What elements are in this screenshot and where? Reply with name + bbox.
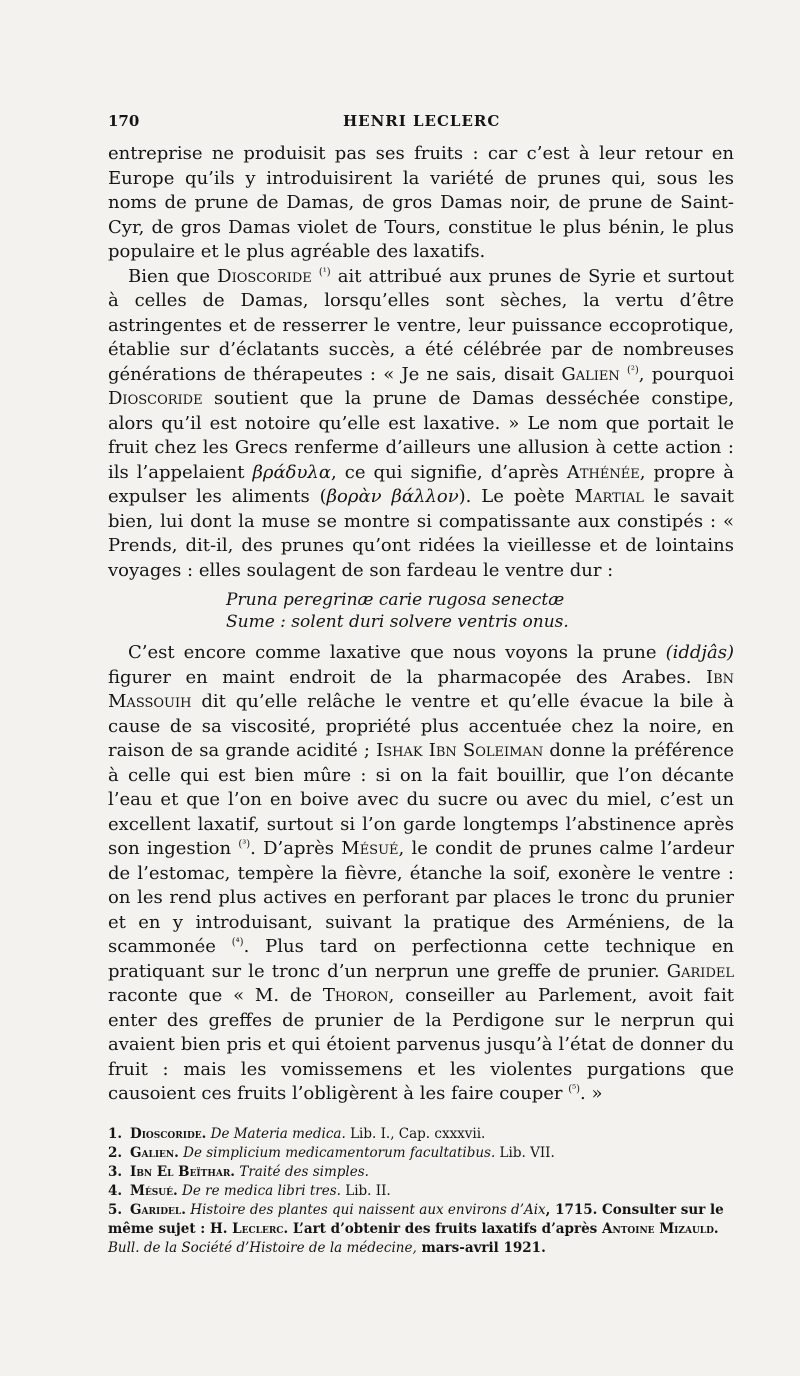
paragraph-3: C’est encore comme laxative que nous voyons la prune (iddjâs) figurer en maint endroit de la pharmacopée des Arabes. Ibn Massouih dit qu’elle relâche le ventre et qu’elle évacue la bile à cause de sa viscosité, propriété plus accentuée chez la noire, en raison de sa grande acidité ; Ishak Ibn Soleiman donne la préférence à celle qui est bien mûre : si on la fait bouillir, que l’on décante l’eau et que l’on en boive avec du sucre ou avec du miel, c’est un excellent laxatif, surtout si l’on garde longtemps l’abstinence après son ingestion $^{(^3)}$. D’après Mésué, le condit de prunes calme l’ardeur de l’estomac, tempère la fièvre, étanche la soif, exonère le ventre : on les rend plus actives en perforant par places le tronc du prunier et en y introduisant, suivant la pratique des Arméniens, de la scammonée $^{(^4)}$. Plus tard on perfectionna cette technique en pratiquant sur le tronc d’un nerprun une greffe de prunier. Garidel raconte que « M. de Thoron, conseiller au Parlement, avoit fait enter des greffes de prunier de la Perdigone sur le nerprun qui avaient bien pris et qui étoient parvenus jusqu’à l’état de donner du fruit : mais les vomissemens et les violentes purgations que causoient ces fruits l’obligèrent à les faire couper $^{(^5)}$. » [108,642,735,1104]
footnote-ref: (⁵) [568,1084,581,1095]
footnote-ref: (³) [238,839,251,850]
author-name: Dioscoride [108,388,203,409]
latin-verse [226,589,734,633]
footnote-2: 2. Galien. De simplicium medicamentorum facultatibus. Lib. VII. [108,1144,555,1161]
footnotes [108,1125,734,1258]
footnote-3: 3. Ibn El Beïthar. Traité des simples. [108,1163,369,1180]
author-name: Mésué [341,838,399,859]
greek-phrase: βορὰν βάλλον [326,486,459,507]
paragraph-1: entreprise ne produisit pas ses fruits : car c’est à leur retour en Europe qu’ils y introduisirent la variété de prunes qui, sous les noms de prune de Damas, de gros Damas noir, de prune de Saint-Cyr, de gros Damas violet de Tours, constitue le plus bénin, le plus populaire et le plus agréable des laxatifs. [108,143,734,262]
author-name: Garidel [666,960,734,982]
arabic-term: (iddjâs) [665,642,734,663]
page-number: 170 [108,112,140,130]
author-name: Thoron [322,985,389,1006]
author-name: Galien [561,363,620,385]
greek-word: βράδυλα [252,461,331,483]
footnote-ref: (¹) [318,266,331,278]
author-name: Martial [574,486,644,507]
footnote-4: 4. Mésué. De re medica libri tres. Lib. II. [108,1182,391,1199]
body-text [108,142,734,1107]
footnote-ref: (²) [626,364,639,376]
author-name: Ibn Massouih [108,666,734,712]
footnote-1: 1. Dioscoride. De Materia medica. Lib. I., Cap. cxxxvii. [108,1125,486,1142]
footnote-5: 5. Garidel. Histoire des plantes qui naissent aux environs d’Aix, 1715. Consulter sur le même sujet : H. Leclerc. L’art d’obtenir des fruits laxatifs d’après Antoine Mizauld. Bull. de la Société d’Histoire de la médecine, mars-avril 1921. [108,1201,724,1256]
footnote-ref: (⁴) [231,937,244,948]
page-header [108,112,734,130]
author-name: Dioscoride [217,265,312,287]
paragraph-2: Bien que Dioscoride $^{(^1)}$ ait attribué aux prunes de Syrie et surtout à celles de Damas, lorsqu’elles sont sèches, la vertu d’être astringentes et de resserrer le ventre, leur puissance eccoprotique, établie sur d’éclatants succès, a été célébrée par de nombreuses générations de thérapeutes : « Je ne sais, disait Galien $^{(^2)}$, pourquoi Dioscoride soutient que la prune de Damas desséchée constipe, alors qu’il est notoire qu’elle est laxative. » Le nom que portait le fruit chez les Grecs renferme d’ailleurs une allusion à cette action : ils l’appelaient βράδυλα, ce qui signifie, d’après Athénée, propre à expulser les aliments (βορὰν βάλλον). Le poète Martial le savait bien, lui dont la muse se montre si compatissante aux constipés : « Prends, dit-il, des prunes qu’ont ridées la vieillesse et de lointains voyages : elles soulagent de son fardeau le ventre dur : [108,265,735,581]
author-name: Athénée [566,461,640,483]
verse-line-1: Pruna peregrinæ carie rugosa senectæ [226,590,565,610]
author-name: Ishak Ibn Soleiman [376,740,544,761]
verse-line-2: Sume : solent duri solvere ventris onus. [226,612,569,632]
running-title: HENRI LECLERC [342,112,501,130]
